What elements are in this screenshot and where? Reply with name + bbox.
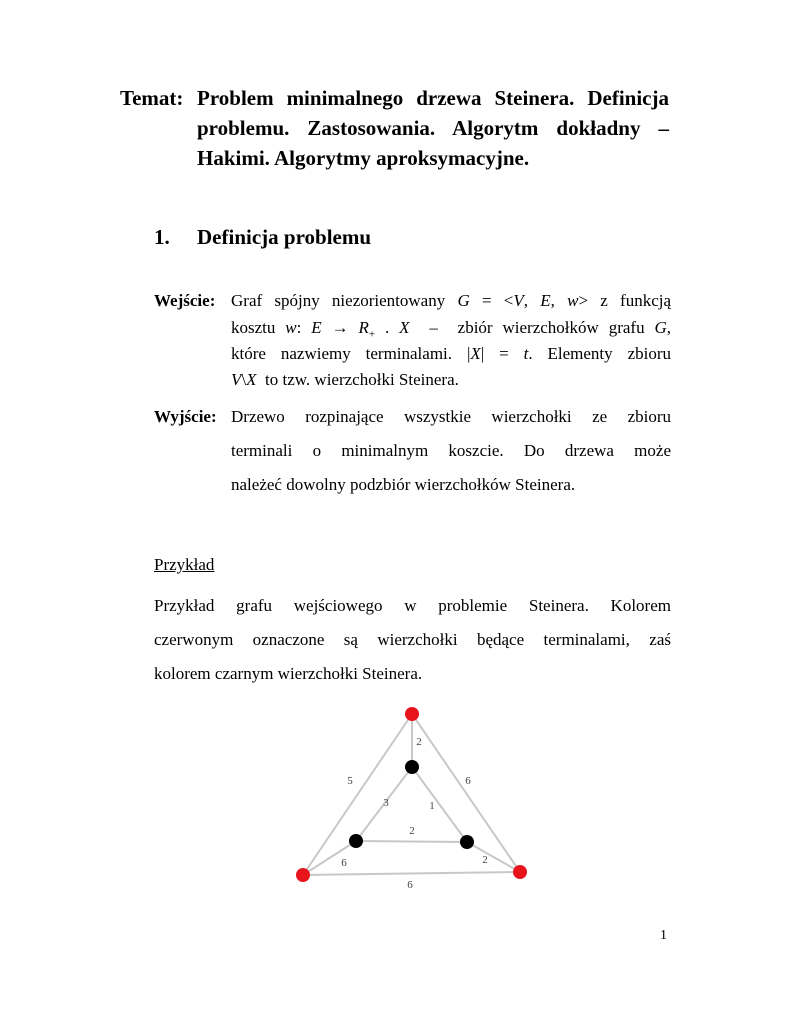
example-heading: Przykład	[154, 555, 215, 574]
section-title: Definicja problemu	[197, 225, 372, 249]
edge-weight-label: 2	[482, 854, 488, 866]
input-line-4: V\X to tzw. wierzchołki Steinera.	[231, 370, 459, 389]
page-number: 1	[660, 928, 667, 943]
title-line-2: problemu. Zastosowania. Algorytm dokładny –	[197, 116, 669, 140]
terminal-node-t_top	[405, 707, 419, 721]
edge-weight-label: 6	[407, 879, 413, 891]
edge-weight-label: 6	[341, 857, 347, 869]
title-line-3: Hakimi. Algorytmy aproksymacyjne.	[197, 146, 530, 170]
terminal-node-t_right	[513, 865, 527, 879]
graph-edge-s_right-t_right	[467, 842, 520, 872]
edge-weight-label: 2	[409, 825, 415, 837]
graph-edge-t_left-t_right	[303, 872, 520, 875]
input-line-1: Graf spójny niezorientowany G = <V, E, w> z funkcją	[231, 291, 672, 310]
steiner-graph-figure	[280, 700, 540, 900]
edge-weight-label: 2	[416, 736, 422, 748]
example-line-1: Przykład grafu wejściowego w problemie Steinera. Kolorem	[154, 596, 671, 615]
steiner-node-s_right	[460, 835, 474, 849]
steiner-node-s_top	[405, 760, 419, 774]
output-label: Wyjście:	[154, 407, 217, 426]
output-line-1: Drzewo rozpinające wszystkie wierzchołki ze zbioru	[231, 407, 671, 426]
graph-edge-s_top-s_right	[412, 767, 467, 842]
example-line-3: kolorem czarnym wierzchołki Steinera.	[154, 664, 423, 683]
output-line-3: należeć dowolny podzbiór wierzchołków Steinera.	[231, 475, 576, 494]
steiner-node-s_left	[349, 834, 363, 848]
title-line-1: Problem minimalnego drzewa Steinera. Definicja	[197, 86, 669, 110]
graph-edge-t_left-s_left	[303, 841, 356, 875]
output-line-2: terminali o minimalnym koszcie. Do drzewa może	[231, 441, 671, 460]
edge-weight-label: 3	[383, 797, 389, 809]
graph-edge-s_left-s_right	[356, 841, 467, 842]
terminal-node-t_left	[296, 868, 310, 882]
edge-weight-label: 6	[465, 775, 471, 787]
input-line-2: kosztu w: $E \to R_+$ . X – zbiór wierzchołków grafu G,	[231, 318, 671, 341]
graph-edge-t_top-t_left	[303, 714, 412, 875]
edge-weight-label: 1	[429, 800, 435, 812]
section-number: 1.	[154, 225, 170, 249]
title-label: Temat:	[120, 86, 184, 110]
example-line-2: czerwonym oznaczone są wierzchołki będące terminalami, zaś	[154, 630, 671, 649]
input-label: Wejście:	[154, 291, 216, 310]
edge-weight-label: 5	[347, 775, 353, 787]
input-line-3: które nazwiemy terminalami. |X| = t. Elementy zbioru	[231, 344, 671, 363]
